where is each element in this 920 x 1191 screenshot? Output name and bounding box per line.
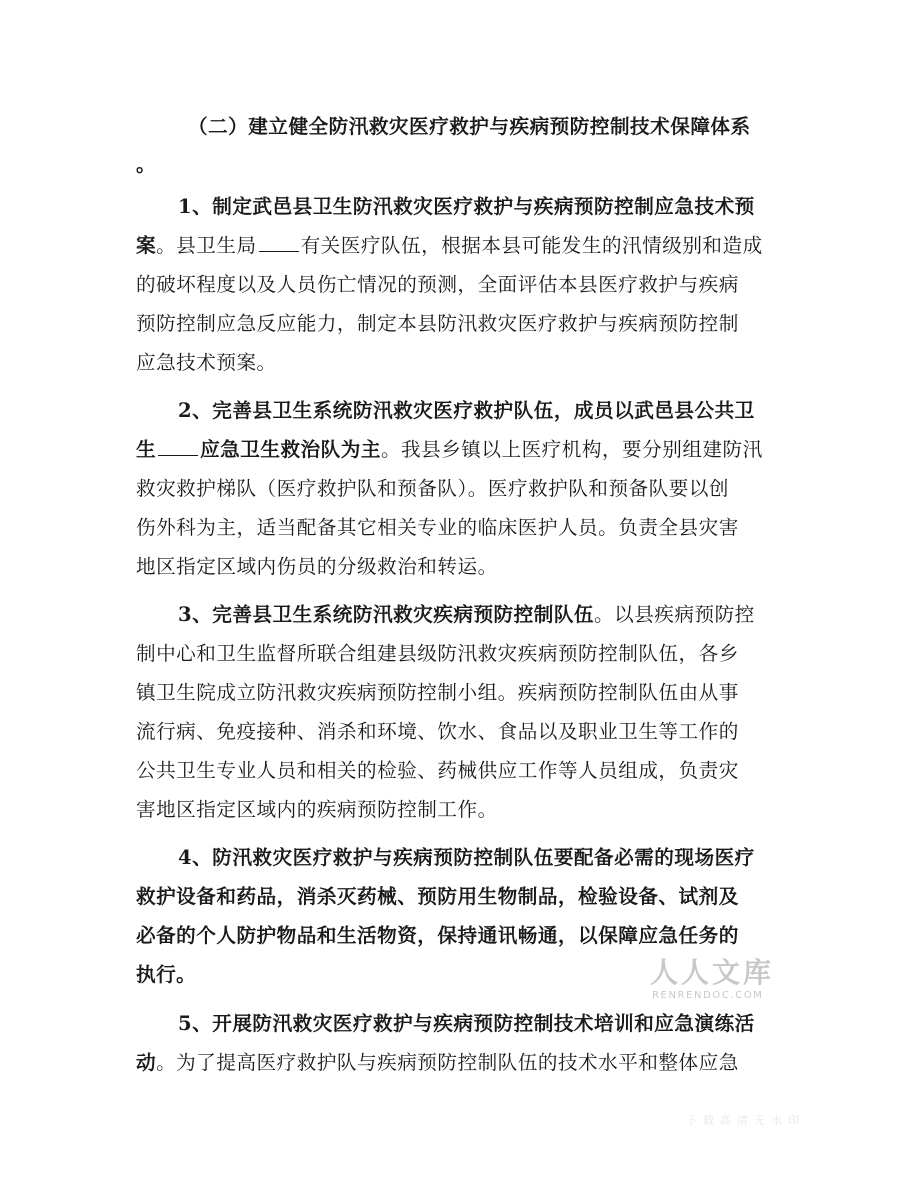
item1-title-line1: 1、制定武邑县卫生防汛救灾医疗救护与疾病预防控制应急技术预: [178, 195, 755, 218]
item3-line1: [178, 602, 755, 628]
section-heading-tail: 。: [136, 153, 157, 176]
item3-line5: 公共卫生专业人员和相关的检验、药械供应工作等人员组成，负责灾: [136, 759, 739, 782]
item1-line4: 预防控制应急反应能力，制定本县防汛救灾医疗救护与疾病预防控制: [136, 312, 739, 335]
item4-line3: 必备的个人防护物品和生活物资，保持通讯畅通，以保障应急任务的: [136, 924, 739, 947]
item4-line1: 4、防汛救灾医疗救护与疾病预防控制队伍要配备必需的现场医疗: [178, 846, 755, 869]
item3-text: 。以县疾病预防控: [594, 603, 755, 626]
item2-title-b: 应急卫生救治队为主: [200, 438, 381, 461]
item2-title-line1: 2、完善县卫生系统防汛救灾医疗救护队伍，成员以武邑县公共卫: [178, 399, 755, 422]
item3-line6: 害地区指定区域内的疾病预防控制工作。: [136, 798, 498, 821]
section-heading: （二）建立健全防汛救灾医疗救护与疾病预防控制技术保障体系: [188, 115, 751, 138]
item1-line3: 的破坏程度以及人员伤亡情况的预测，全面评估本县医疗救护与疾病: [136, 273, 739, 296]
item5-line2: [136, 1050, 739, 1076]
blank-line: [259, 250, 299, 252]
watermark-domain: RENRENDOC.COM: [652, 990, 764, 1001]
item2-line3: 救灾救护梯队（医疗救护队和预备队）。医疗救护队和预备队要以创: [136, 477, 730, 500]
item2-text: 。我县乡镇以上医疗机构，要分别组建防汛: [380, 438, 763, 461]
item3-line4: 流行病、免疫接种、消杀和环境、饮水、食品以及职业卫生等工作的: [136, 720, 739, 743]
item3-line2: 制中心和卫生监督所联合组建县级防汛救灾疾病预防控制队伍，各乡: [136, 642, 739, 665]
item2-line4: 伤外科为主，适当配备其它相关专业的临床医护人员。负责全县灾害: [136, 516, 739, 539]
item1-line2: [136, 233, 763, 259]
item2-line2: [136, 437, 763, 463]
item1-text-cont: 有关医疗队伍，根据本县可能发生的汛情级别和造成: [300, 234, 763, 257]
item5-title-end: 动: [136, 1051, 157, 1074]
watermark-logo: [650, 957, 810, 1003]
item1-line5: 应急技术预案。: [136, 351, 277, 374]
blank-line: [158, 454, 198, 456]
item2-title-a: 生: [136, 438, 157, 461]
item5-title-line1: 5、开展防汛救灾医疗救护与疾病预防控制技术培训和应急演练活: [178, 1012, 755, 1035]
item3-line3: 镇卫生院成立防汛救灾疾病预防控制小组。疾病预防控制队伍由从事: [136, 681, 739, 704]
item2-line5: 地区指定区域内伤员的分级救治和转运。: [136, 555, 498, 578]
item3-title: 3、完善县卫生系统防汛救灾疾病预防控制队伍: [178, 603, 595, 626]
item5-text: 。为了提高医疗救护队与疾病预防控制队伍的技术水平和整体应急: [156, 1051, 739, 1074]
item4-line4: 执行。: [136, 963, 197, 986]
watermark-logo-text: 人人文库: [650, 956, 775, 989]
watermark-faint-text: 下载高清无水印: [686, 1114, 805, 1127]
item4-line2: 救护设备和药品，消杀灭药械、预防用生物制品，检验设备、试剂及: [136, 885, 739, 908]
item1-title-end: 案: [136, 234, 157, 257]
item1-text: 。县卫生局: [156, 234, 257, 257]
